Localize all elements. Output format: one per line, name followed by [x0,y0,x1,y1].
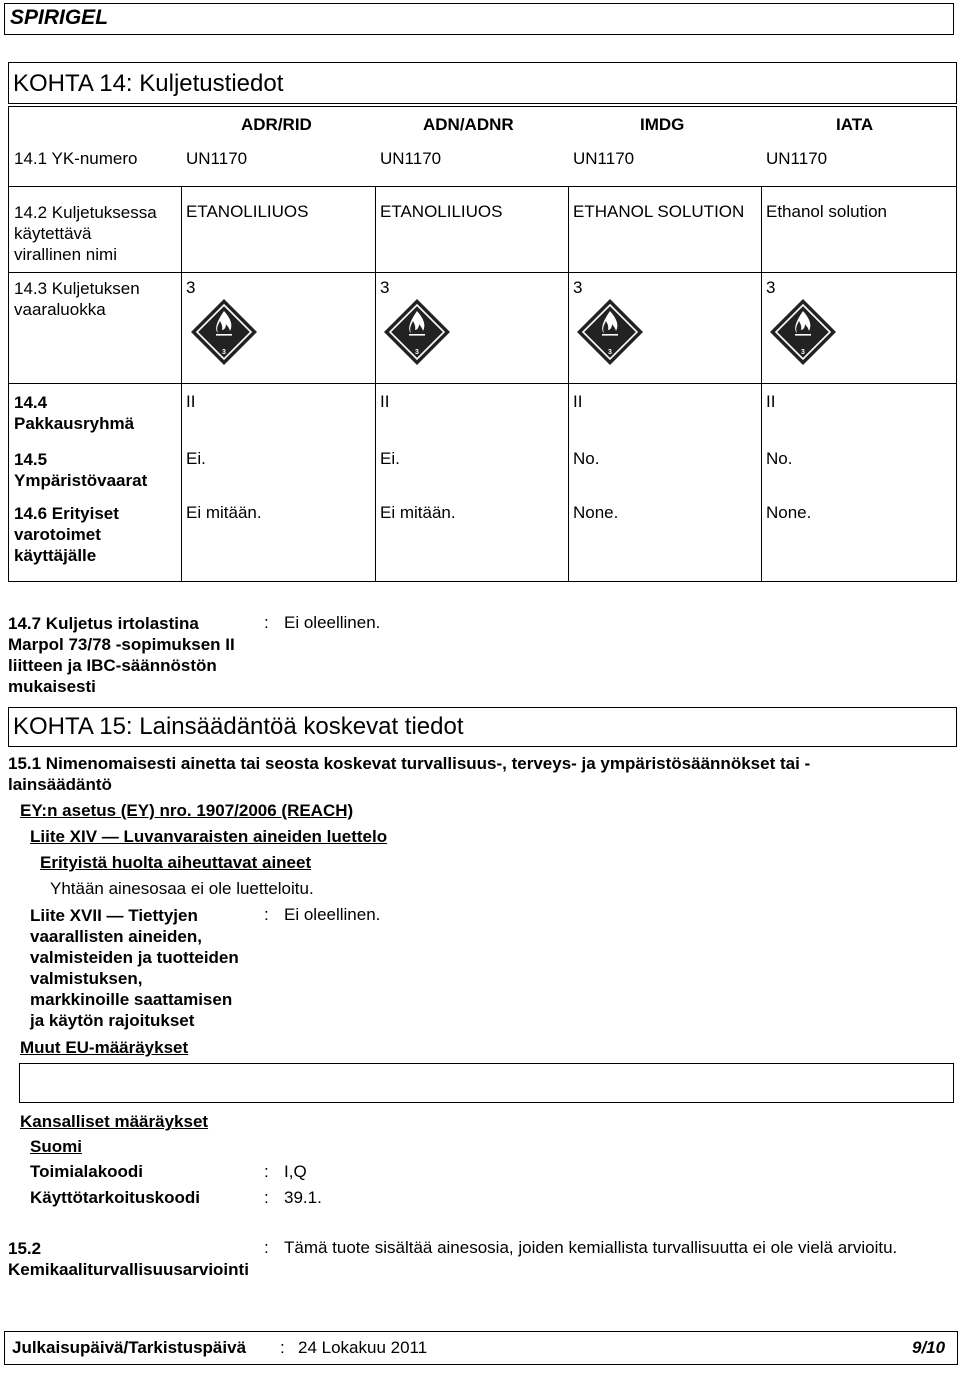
label-line: 15.2 [8,1239,42,1258]
pictogram-number: 3 [608,349,612,356]
label-line: Liite XVII — Tiettyjen [30,906,198,925]
section-15-1-heading [8,753,810,795]
annex-xvii-value: Ei oleellinen. [284,905,381,924]
industry-code-value: I,Q [284,1162,307,1181]
section-15-2-colon: : [264,1238,269,1257]
table-column-divider [181,186,182,581]
shipping-name-imdg: ETHANOL SOLUTION [573,202,745,221]
use-code-colon: : [264,1188,269,1207]
hazard-class-adr: 3 [186,278,196,297]
hazard-class-iata: 3 [766,278,776,297]
section-15-2-label [8,1238,249,1280]
reach-regulation: EY:n asetus (EY) nro. 1907/2006 (REACH) [20,801,354,820]
other-eu-box [19,1063,954,1103]
packing-group-iata: II [766,392,776,411]
shipping-name-adr: ETANOLILIUOS [186,202,309,221]
svhc-value: Yhtään ainesosaa ei ole luetteloitu. [50,879,314,898]
footer-date-label: Julkaisupäivä/Tarkistuspäivä [12,1338,247,1357]
industry-code-colon: : [264,1162,269,1181]
row-label-hazard-class [14,278,140,320]
label-line: Marpol 73/78 -sopimuksen II [8,635,235,654]
label-line: Pakkausryhmä [14,414,135,433]
packing-group-adn: II [380,392,390,411]
packing-group-adr: II [186,392,196,411]
flame-icon [189,297,259,367]
environmental-iata: No. [766,449,793,468]
label-line: markkinoille saattamisen [30,990,233,1009]
column-header-adn: ADN/ADNR [423,115,514,134]
footer-date-value: 24 Lokakuu 2011 [298,1338,428,1357]
table-row-divider [9,383,956,384]
environmental-adr: Ei. [186,449,206,468]
column-header-iata: IATA [836,115,874,134]
table-column-divider [375,186,376,581]
pictogram-number: 3 [801,349,805,356]
bulk-transport-value: Ei oleellinen. [284,613,381,632]
hazard-class-imdg: 3 [573,278,583,297]
column-header-imdg: IMDG [640,115,685,134]
section-15-header [8,707,957,747]
bulk-transport-label [8,613,235,697]
label-line: virallinen nimi [14,245,117,264]
label-line: 15.1 Nimenomaisesti ainetta tai seosta koskevat turvallisuus-, terveys- ja ympäristösäännökset tai - [8,754,811,773]
un-number-adr: UN1170 [186,149,248,168]
annex-xvii-label [30,905,239,1031]
label-line: ja käytön rajoitukset [30,1011,195,1030]
row-label-special-precautions [14,503,119,566]
section-14-header [8,62,957,104]
section-14-title: KOHTA 14: Kuljetustiedot [13,70,284,97]
un-number-iata: UN1170 [766,149,828,168]
bulk-transport-colon: : [264,613,269,632]
use-code-label: Käyttötarkoituskoodi [30,1188,201,1207]
label-line: lainsäädäntö [8,775,112,794]
section-15-title: KOHTA 15: Lainsäädäntöä koskevat tiedot [13,713,464,740]
row-label-packing-group [14,392,134,434]
un-number-adn: UN1170 [380,149,442,168]
pictogram-number: 3 [222,349,226,356]
label-line: liitteen ja IBC-säännöstön [8,656,217,675]
label-line: Kemikaaliturvallisuusarviointi [8,1260,249,1279]
table-column-divider [568,186,569,581]
special-precautions-imdg: None. [573,503,619,522]
annex-xvii-colon: : [264,905,269,924]
shipping-name-iata: Ethanol solution [766,202,887,221]
row-label-environmental [14,449,147,491]
finland-heading: Suomi [30,1137,82,1156]
label-line: 14.4 [14,393,48,412]
brand-name: SPIRIGEL [10,6,109,29]
row-label-shipping-name [14,202,157,265]
table-column-divider [761,186,762,581]
label-line: 14.3 Kuljetuksen [14,279,140,298]
un-number-imdg: UN1170 [573,149,635,168]
label-line: 14.6 Erityiset [14,504,119,523]
row-label-un-number: 14.1 YK-numero [14,149,138,168]
hazard-class-adn: 3 [380,278,390,297]
header-bar [4,3,954,35]
shipping-name-adn: ETANOLILIUOS [380,202,503,221]
packing-group-imdg: II [573,392,583,411]
table-row-divider [9,272,956,273]
special-precautions-adn: Ei mitään. [380,503,456,522]
flame-icon [768,297,838,367]
footer-colon: : [280,1338,285,1357]
svhc-heading: Erityistä huolta aiheuttavat aineet [40,853,312,872]
flame-icon [575,297,645,367]
flame-icon [382,297,452,367]
label-line: varotoimet [14,525,101,544]
annex-xiv: Liite XIV — Luvanvaraisten aineiden luettelo [30,827,388,846]
special-precautions-adr: Ei mitään. [186,503,262,522]
label-line: käyttäjälle [14,546,97,565]
label-line: vaarallisten aineiden, [30,927,202,946]
special-precautions-iata: None. [766,503,812,522]
label-line: valmisteiden ja tuotteiden [30,948,239,967]
industry-code-label: Toimialakoodi [30,1162,144,1181]
environmental-adn: Ei. [380,449,400,468]
page-number: 9/10 [912,1338,946,1357]
pictogram-number: 3 [415,349,419,356]
section-15-2-value: Tämä tuote sisältää ainesosia, joiden kemiallista turvallisuutta ei ole vielä arvioitu. [284,1238,898,1257]
label-line: mukaisesti [8,677,96,696]
environmental-imdg: No. [573,449,600,468]
other-eu-regulations: Muut EU-määräykset [20,1038,189,1057]
label-line: Ympäristövaarat [14,471,148,490]
label-line: 14.7 Kuljetus irtolastina [8,614,199,633]
label-line: käytettävä [14,224,92,243]
label-line: valmistuksen, [30,969,143,988]
national-regulations: Kansalliset määräykset [20,1112,209,1131]
column-header-adr: ADR/RID [241,115,312,134]
label-line: vaaraluokka [14,300,106,319]
table-row-divider [9,186,956,187]
label-line: 14.2 Kuljetuksessa [14,203,157,222]
label-line: 14.5 [14,450,48,469]
use-code-value: 39.1. [284,1188,322,1207]
